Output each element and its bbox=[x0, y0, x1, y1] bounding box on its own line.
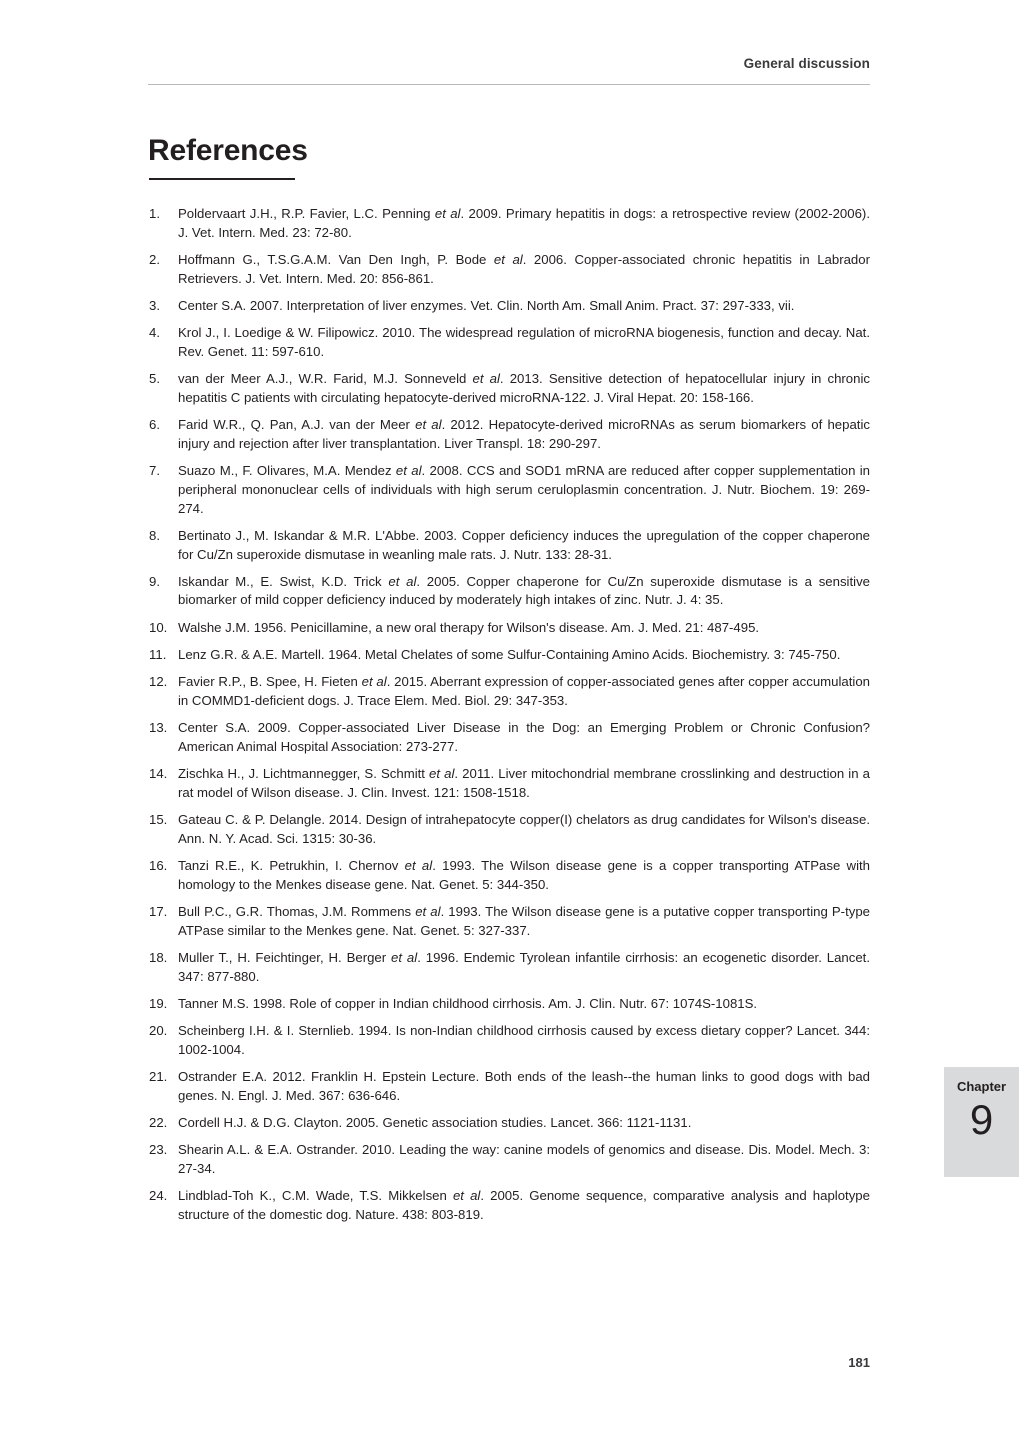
reference-text: Tanzi R.E., K. Petrukhin, I. Chernov et al. 1993. The Wilson disease gene is a copper transporting ATPase with homology to the Menkes disease gene. Nat. Genet. 5: 344-350. bbox=[178, 858, 870, 892]
reference-number: 19. bbox=[149, 995, 168, 1011]
reference-item bbox=[148, 719, 870, 756]
reference-text: Gateau C. & P. Delangle. 2014. Design of intrahepatocyte copper(I) chelators as drug candidates for Wilson's disease. Ann. N. Y. Acad. Sci. 1315: 30-36. bbox=[178, 812, 870, 846]
chapter-tab-label: Chapter bbox=[956, 1079, 1007, 1094]
reference-number: 23. bbox=[149, 1142, 168, 1158]
reference-item bbox=[148, 416, 870, 453]
reference-number: 6. bbox=[149, 417, 160, 433]
reference-number: 1. bbox=[149, 206, 160, 221]
reference-text: Zischka H., J. Lichtmannegger, S. Schmitt et al. 2011. Liver mitochondrial membrane crosslinking and destruction in a rat model of Wilson disease. J. Clin. Invest. 121: 1508-1518. bbox=[178, 766, 870, 800]
reference-item bbox=[148, 995, 870, 1014]
reference-text: Scheinberg I.H. & I. Sternlieb. 1994. Is non-Indian childhood cirrhosis caused by excess dietary copper? Lancet. 344: 1002-1004. bbox=[178, 1023, 870, 1057]
reference-list bbox=[148, 205, 870, 1233]
reference-item bbox=[148, 949, 870, 986]
reference-item bbox=[148, 324, 870, 361]
reference-item bbox=[148, 1068, 870, 1105]
reference-number: 15. bbox=[149, 812, 168, 828]
reference-number: 13. bbox=[149, 720, 168, 736]
header-divider bbox=[148, 84, 870, 85]
reference-text: Tanner M.S. 1998. Role of copper in Indian childhood cirrhosis. Am. J. Clin. Nutr. 67: 1074S-1081S. bbox=[178, 995, 758, 1011]
reference-number: 5. bbox=[149, 371, 160, 387]
reference-text: Suazo M., F. Olivares, M.A. Mendez et al. 2008. CCS and SOD1 mRNA are reduced after copper supplementation in peripheral mononuclear cells of individuals with high serum ceruloplasmin concentration. J. Nutr. Biochem. 19: 269-274. bbox=[178, 463, 870, 516]
reference-item bbox=[148, 765, 870, 802]
chapter-tab-number: 9 bbox=[969, 1096, 994, 1143]
reference-item bbox=[148, 297, 870, 316]
reference-item bbox=[148, 1022, 870, 1059]
reference-number: 3. bbox=[149, 297, 160, 313]
reference-number: 24. bbox=[149, 1188, 168, 1204]
reference-item bbox=[148, 811, 870, 848]
reference-text: Muller T., H. Feichtinger, H. Berger et al. 1996. Endemic Tyrolean infantile cirrhosis: an ecogenetic disorder. Lancet. 347: 877-880. bbox=[178, 950, 870, 984]
reference-number: 17. bbox=[149, 904, 168, 920]
reference-text: Cordell H.J. & D.G. Clayton. 2005. Genetic association studies. Lancet. 366: 1121-1131. bbox=[178, 1115, 692, 1131]
reference-item bbox=[148, 205, 870, 242]
reference-item bbox=[148, 673, 870, 710]
reference-number: 11. bbox=[149, 646, 167, 662]
reference-number: 14. bbox=[149, 766, 168, 782]
reference-text: Iskandar M., E. Swist, K.D. Trick et al. 2005. Copper chaperone for Cu/Zn superoxide dismutase is a sensitive biomarker of mild copper deficiency induced by moderately high intakes of zinc. Nutr. J. 4: 35. bbox=[178, 573, 870, 608]
reference-item bbox=[148, 646, 870, 665]
reference-text: van der Meer A.J., W.R. Farid, M.J. Sonneveld et al. 2013. Sensitive detection of hepatocellular injury in chronic hepatitis C patients with circulating hepatocyte-derived microRNA-122. J. Viral Hepat. 20: 158-166. bbox=[178, 371, 870, 405]
reference-item bbox=[148, 462, 870, 518]
reference-text: Krol J., I. Loedige & W. Filipowicz. 2010. The widespread regulation of microRNA biogenesis, function and decay. Nat. Rev. Genet. 11: 597-610. bbox=[178, 325, 870, 359]
reference-item bbox=[148, 527, 870, 564]
reference-number: 8. bbox=[149, 527, 160, 543]
reference-text: Favier R.P., B. Spee, H. Fieten et al. 2015. Aberrant expression of copper-associated genes after copper accumulation in COMMD1-deficient dogs. J. Trace Elem. Med. Biol. 29: 347-353. bbox=[178, 674, 871, 708]
reference-number: 4. bbox=[149, 325, 160, 341]
reference-item bbox=[148, 1187, 870, 1224]
reference-number: 16. bbox=[149, 858, 168, 874]
reference-item bbox=[148, 857, 870, 894]
reference-number: 18. bbox=[149, 950, 168, 965]
reference-number: 12. bbox=[149, 674, 168, 690]
chapter-tab bbox=[944, 1067, 1019, 1177]
reference-text: Bull P.C., G.R. Thomas, J.M. Rommens et al. 1993. The Wilson disease gene is a putative copper transporting P-type ATPase similar to the Menkes gene. Nat. Genet. 5: 327-337. bbox=[178, 904, 870, 938]
reference-item bbox=[148, 370, 870, 407]
reference-number: 9. bbox=[149, 573, 160, 589]
reference-text: Center S.A. 2009. Copper-associated Liver Disease in the Dog: an Emerging Problem or Chronic Confusion? American Animal Hospital Association: 273-277. bbox=[178, 720, 870, 754]
reference-text: Center S.A. 2007. Interpretation of liver enzymes. Vet. Clin. North Am. Small Anim. Pract. 37: 297-333, vii. bbox=[178, 297, 795, 313]
reference-text: Farid W.R., Q. Pan, A.J. van der Meer et al. 2012. Hepatocyte-derived microRNAs as serum biomarkers of hepatic injury and rejection after liver transplantation. Liver Transpl. 18: 290-297. bbox=[178, 417, 870, 451]
reference-text: Poldervaart J.H., R.P. Favier, L.C. Penning et al. 2009. Primary hepatitis in dogs: a retrospective review (2002-2006). J. Vet. Intern. Med. 23: 72-80. bbox=[178, 206, 870, 240]
running-head: General discussion bbox=[743, 56, 870, 71]
reference-item bbox=[148, 1141, 870, 1178]
reference-number: 22. bbox=[149, 1115, 168, 1131]
reference-text: Lindblad-Toh K., C.M. Wade, T.S. Mikkelsen et al. 2005. Genome sequence, comparative analysis and haplotype structure of the domestic dog. Nature. 438: 803-819. bbox=[178, 1188, 870, 1223]
reference-text: Ostrander E.A. 2012. Franklin H. Epstein Lecture. Both ends of the leash--the human links to good dogs with bad genes. N. Engl. J. Med. 367: 636-646. bbox=[178, 1069, 870, 1103]
reference-number: 21. bbox=[149, 1069, 168, 1085]
reference-item bbox=[148, 573, 870, 610]
title-underline bbox=[149, 178, 295, 180]
reference-number: 10. bbox=[149, 619, 168, 635]
reference-text: Shearin A.L. & E.A. Ostrander. 2010. Leading the way: canine models of genomics and disease. Dis. Model. Mech. 3: 27-34. bbox=[178, 1142, 870, 1177]
reference-number: 2. bbox=[149, 251, 160, 267]
page-title: References bbox=[148, 134, 308, 167]
reference-item bbox=[148, 1114, 870, 1133]
reference-text: Lenz G.R. & A.E. Martell. 1964. Metal Chelates of some Sulfur-Containing Amino Acids. Biochemistry. 3: 745-750. bbox=[178, 646, 841, 662]
reference-item bbox=[148, 903, 870, 940]
page-number: 181 bbox=[848, 1355, 870, 1370]
reference-text: Bertinato J., M. Iskandar & M.R. L'Abbe. 2003. Copper deficiency induces the upregulation of the copper chaperone for Cu/Zn superoxide dismutase in weanling male rats. J. Nutr. 133: 28-31. bbox=[178, 527, 870, 562]
reference-number: 7. bbox=[149, 463, 160, 479]
reference-item bbox=[148, 619, 870, 638]
reference-text: Hoffmann G., T.S.G.A.M. Van Den Ingh, P. Bode et al. 2006. Copper-associated chronic hepatitis in Labrador Retrievers. J. Vet. Intern. Med. 20: 856-861. bbox=[178, 251, 870, 286]
reference-number: 20. bbox=[149, 1023, 168, 1039]
reference-text: Walshe J.M. 1956. Penicillamine, a new oral therapy for Wilson's disease. Am. J. Med. 21: 487-495. bbox=[178, 619, 760, 635]
reference-item bbox=[148, 251, 870, 288]
